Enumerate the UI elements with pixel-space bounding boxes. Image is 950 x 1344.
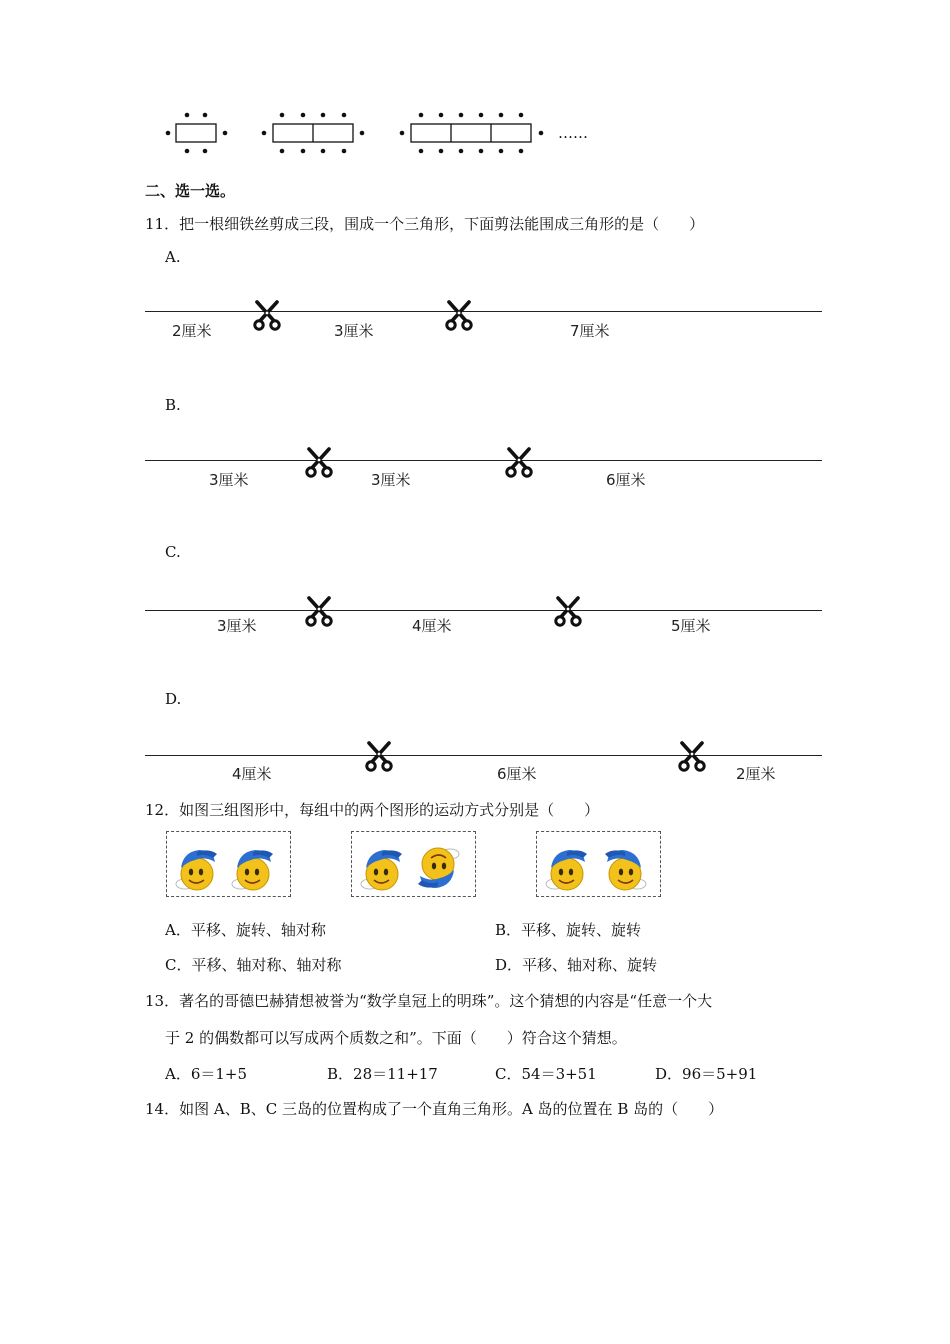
q12-option-b[interactable]: B．平移、旋转、旋转 bbox=[495, 921, 642, 939]
q11-option-b-segment-1: 3厘米 bbox=[209, 471, 249, 489]
q11-option-c-segment-2: 4厘米 bbox=[412, 617, 452, 635]
scissor-icon bbox=[303, 447, 335, 479]
scissor-icon bbox=[676, 741, 708, 773]
q13-stem-line-1: 13．著名的哥德巴赫猜想被誉为“数学皇冠上的明珠”。这个猜想的内容是“任意一个大 bbox=[145, 992, 713, 1010]
q12-figure-group-3 bbox=[536, 831, 661, 897]
q11-option-d-segment-1: 4厘米 bbox=[232, 765, 272, 783]
q12-option-a[interactable]: A．平移、旋转、轴对称 bbox=[165, 921, 326, 939]
table-pattern-figure bbox=[160, 110, 560, 160]
q11-option-a-wire bbox=[145, 311, 822, 312]
q13-option-d[interactable]: D．96＝5+91 bbox=[655, 1065, 758, 1083]
scissor-icon bbox=[303, 596, 335, 628]
q13-option-c[interactable]: C．54＝3+51 bbox=[495, 1065, 597, 1083]
q11-option-b-segment-3: 6厘米 bbox=[606, 471, 646, 489]
q11-option-b-segment-2: 3厘米 bbox=[371, 471, 411, 489]
q12-figure-group-2 bbox=[351, 831, 476, 897]
q12-option-d[interactable]: D．平移、轴对称、旋转 bbox=[495, 956, 658, 974]
scissor-icon bbox=[363, 741, 395, 773]
cartoon-face-icon bbox=[360, 840, 408, 892]
table-group-3 bbox=[400, 113, 544, 154]
q11-option-a-segment-2: 3厘米 bbox=[334, 322, 374, 340]
scissor-icon bbox=[552, 596, 584, 628]
cartoon-face-mirrored-icon bbox=[599, 840, 647, 892]
scissor-icon bbox=[443, 300, 475, 332]
cartoon-face-icon bbox=[231, 840, 279, 892]
cartoon-face-icon bbox=[545, 840, 593, 892]
q13-option-a[interactable]: A．6＝1+5 bbox=[165, 1065, 248, 1083]
q12-option-c[interactable]: C．平移、轴对称、轴对称 bbox=[165, 956, 342, 974]
q12-figure-group-1 bbox=[166, 831, 291, 897]
q11-option-b-wire bbox=[145, 460, 822, 461]
q12-stem: 12．如图三组图形中，每组中的两个图形的运动方式分别是（ ） bbox=[145, 801, 600, 819]
q13-option-b[interactable]: B．28＝11+17 bbox=[327, 1065, 438, 1083]
q11-option-d-segment-2: 6厘米 bbox=[497, 765, 537, 783]
scissor-icon bbox=[251, 300, 283, 332]
section-title: 二、选一选。 bbox=[145, 182, 236, 200]
table-group-1 bbox=[166, 113, 228, 154]
q11-option-a-segment-3: 7厘米 bbox=[570, 322, 610, 340]
q11-option-a-segment-1: 2厘米 bbox=[172, 322, 212, 340]
table-group-2 bbox=[262, 113, 365, 154]
cartoon-face-icon bbox=[175, 840, 223, 892]
q13-stem-line-2: 于 2 的偶数都可以写成两个质数之和”。下面（ ）符合这个猜想。 bbox=[165, 1029, 627, 1047]
q11-option-a-label: A. bbox=[165, 248, 181, 266]
q11-option-c-segment-3: 5厘米 bbox=[671, 617, 711, 635]
scissor-icon bbox=[503, 447, 535, 479]
q11-option-c-label: C. bbox=[165, 543, 181, 561]
q11-option-c-segment-1: 3厘米 bbox=[217, 617, 257, 635]
q11-option-b-label: B. bbox=[165, 396, 181, 414]
q11-option-d-wire bbox=[145, 755, 822, 756]
q11-option-d-label: D. bbox=[165, 690, 182, 708]
q14-stem: 14．如图 A、B、C 三岛的位置构成了一个直角三角形。A 岛的位置在 B 岛的（ ） bbox=[145, 1100, 724, 1118]
q11-stem: 11．把一根细铁丝剪成三段，围成一个三角形，下面剪法能围成三角形的是（ ） bbox=[145, 215, 705, 233]
q11-option-c-wire bbox=[145, 610, 822, 611]
cartoon-face-rotated-icon bbox=[412, 838, 460, 890]
pattern-ellipsis: …… bbox=[558, 124, 588, 142]
q11-option-d-segment-3: 2厘米 bbox=[736, 765, 776, 783]
